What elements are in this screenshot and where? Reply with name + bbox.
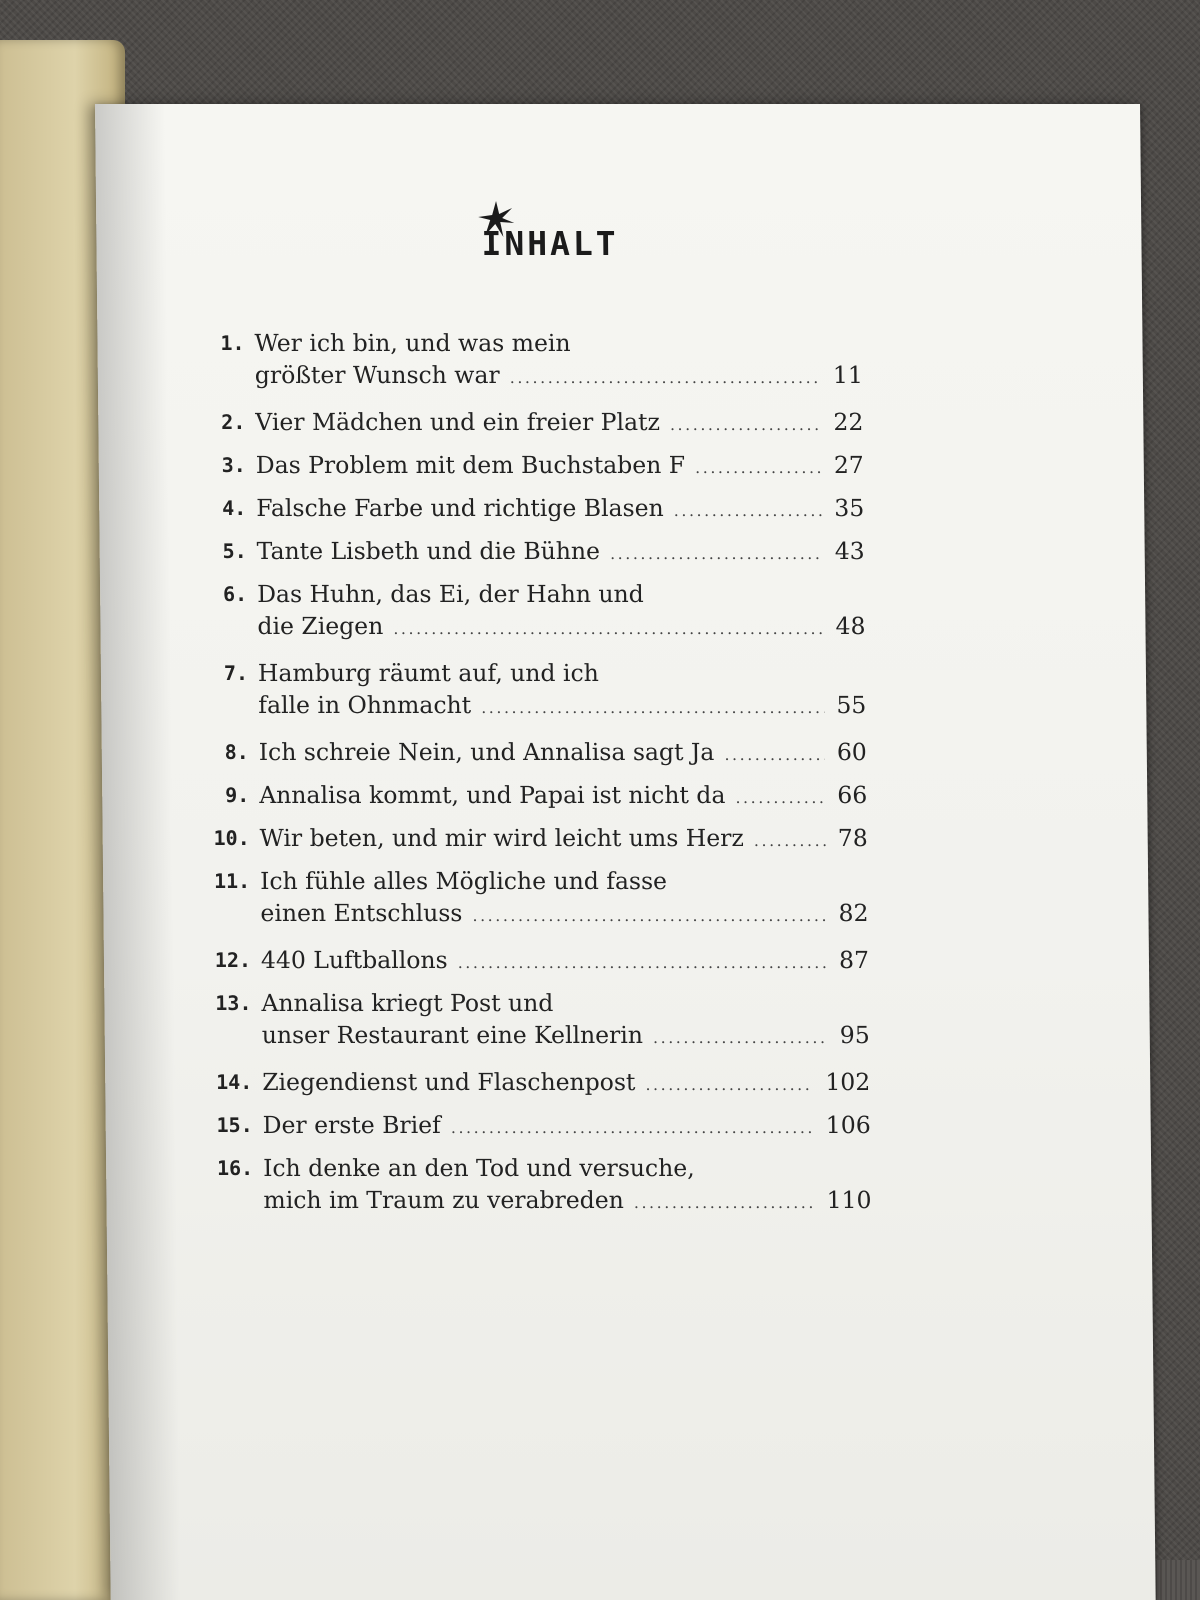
toc-line bbox=[255, 408, 863, 436]
chapter-number: 8. bbox=[224, 740, 249, 764]
toc-line bbox=[263, 1186, 871, 1214]
chapter-number: 13. bbox=[215, 991, 252, 1015]
chapter-number: 11. bbox=[213, 869, 251, 893]
toc-line bbox=[257, 612, 865, 640]
chapter-title: mich im Traum zu verabreden bbox=[263, 1186, 624, 1214]
page-number: 102 bbox=[825, 1068, 871, 1096]
toc-line bbox=[256, 494, 864, 522]
dot-leader bbox=[724, 745, 825, 764]
page-gutter-shadow bbox=[95, 104, 181, 1600]
toc-entry bbox=[208, 824, 868, 858]
toc-line bbox=[260, 824, 868, 852]
table-of-contents bbox=[202, 329, 871, 1233]
toc-entry bbox=[205, 580, 866, 646]
chapter-number: 14. bbox=[215, 1070, 253, 1094]
page-number: 35 bbox=[834, 494, 865, 522]
dot-leader bbox=[695, 458, 822, 477]
dot-leader bbox=[510, 368, 821, 387]
toc-entry bbox=[206, 659, 867, 725]
chapter-title-line1: Ich denke an den Tod und versuche, bbox=[262, 1154, 695, 1182]
page-number: 11 bbox=[832, 361, 863, 389]
page-number: 87 bbox=[838, 946, 870, 974]
chapter-title: einen Entschluss bbox=[260, 899, 463, 927]
toc-entry bbox=[203, 408, 863, 442]
chapter-number: 16. bbox=[216, 1156, 254, 1180]
page-number: 43 bbox=[834, 537, 865, 565]
toc-line bbox=[258, 691, 866, 719]
chapter-title: Ziegendienst und Flaschenpost bbox=[262, 1068, 636, 1096]
dot-leader bbox=[670, 415, 822, 434]
page-number: 78 bbox=[837, 824, 868, 852]
toc-line bbox=[255, 361, 863, 389]
chapter-title-line1: Wer ich bin, und was mein bbox=[254, 329, 571, 357]
chapter-title: Annalisa kommt, und Papai ist nicht da bbox=[259, 781, 726, 809]
chapter-number: 4. bbox=[222, 496, 247, 520]
dot-leader bbox=[674, 501, 823, 520]
dot-leader bbox=[645, 1075, 813, 1094]
chapter-number: 12. bbox=[214, 948, 252, 972]
chapter-title: Der erste Brief bbox=[262, 1111, 441, 1139]
dot-leader bbox=[393, 619, 823, 638]
chapter-title-line1: Annalisa kriegt Post und bbox=[261, 989, 554, 1017]
dot-leader bbox=[481, 698, 824, 717]
chapter-title: Vier Mädchen und ein freier Platz bbox=[255, 408, 661, 436]
chapter-number: 10. bbox=[213, 826, 250, 850]
toc-line bbox=[259, 781, 867, 809]
page-number: 55 bbox=[836, 691, 867, 719]
toc-line bbox=[256, 451, 864, 479]
chapter-number: 7. bbox=[223, 661, 249, 685]
toc-line bbox=[262, 1021, 870, 1049]
chapter-title-line1: Das Huhn, das Ei, der Hahn und bbox=[256, 580, 644, 608]
toc-entry bbox=[207, 781, 867, 815]
chapter-number: 5. bbox=[222, 539, 247, 563]
chapter-number: 9. bbox=[225, 783, 250, 807]
page-number: 60 bbox=[836, 738, 867, 766]
page-number: 82 bbox=[838, 899, 869, 927]
chapter-title: Ich schreie Nein, und Annalisa sagt Ja bbox=[258, 738, 715, 766]
dot-leader bbox=[458, 953, 828, 972]
title-block bbox=[476, 199, 677, 279]
chapter-title-line1: Ich fühle alles Mögliche und fasse bbox=[259, 867, 668, 895]
toc-entry bbox=[208, 867, 869, 933]
chapter-title: die Ziegen bbox=[257, 612, 384, 640]
chapter-title: Das Problem mit dem Buchstaben F bbox=[255, 451, 686, 479]
toc-entry bbox=[205, 537, 865, 571]
chapter-number: 15. bbox=[216, 1113, 253, 1137]
page-number: 106 bbox=[825, 1111, 871, 1139]
dot-leader bbox=[653, 1028, 828, 1047]
toc-entry bbox=[207, 738, 867, 772]
page-number: 66 bbox=[837, 781, 868, 809]
chapter-title: falle in Ohnmacht bbox=[258, 691, 472, 719]
chapter-number: 1. bbox=[220, 331, 245, 355]
toc-entry bbox=[210, 1068, 870, 1102]
page-number: 22 bbox=[833, 408, 864, 436]
chapter-title-line1: Hamburg räumt auf, und ich bbox=[257, 659, 599, 687]
dot-leader bbox=[610, 544, 823, 563]
chapter-title: größter Wunsch war bbox=[254, 361, 500, 389]
book-page bbox=[95, 104, 1156, 1600]
dot-leader bbox=[451, 1118, 814, 1137]
toc-entry bbox=[204, 451, 864, 485]
dot-leader bbox=[634, 1193, 815, 1212]
toc-line bbox=[257, 537, 865, 565]
chapter-title: Falsche Farbe und richtige Blasen bbox=[256, 494, 664, 522]
toc-entry bbox=[211, 1111, 871, 1145]
chapter-number: 2. bbox=[221, 410, 246, 434]
chapter-number: 3. bbox=[221, 453, 246, 477]
chapter-title: Tante Lisbeth und die Bühne bbox=[256, 537, 601, 565]
chapter-title: 440 Luftballons bbox=[260, 946, 448, 974]
page-number: 95 bbox=[839, 1021, 870, 1049]
toc-entry bbox=[209, 989, 870, 1055]
chapter-title: Wir beten, und mir wird leicht ums Herz bbox=[259, 824, 744, 852]
dot-leader bbox=[754, 831, 826, 850]
toc-entry bbox=[204, 494, 864, 528]
page-number: 110 bbox=[826, 1186, 872, 1214]
chapter-number: 6. bbox=[222, 582, 248, 606]
toc-line bbox=[263, 1111, 871, 1139]
page-number: 27 bbox=[833, 451, 864, 479]
chapter-title: unser Restaurant eine Kellnerin bbox=[261, 1021, 644, 1049]
page-title: INHALT bbox=[481, 224, 619, 263]
toc-entry bbox=[211, 1154, 872, 1220]
page-number: 48 bbox=[835, 612, 866, 640]
dot-leader bbox=[472, 906, 826, 925]
toc-entry bbox=[209, 946, 869, 980]
dot-leader bbox=[735, 788, 825, 807]
toc-line bbox=[260, 899, 868, 927]
toc-line bbox=[259, 738, 867, 766]
toc-line bbox=[261, 946, 869, 974]
toc-entry bbox=[202, 329, 863, 395]
toc-line bbox=[262, 1068, 870, 1096]
